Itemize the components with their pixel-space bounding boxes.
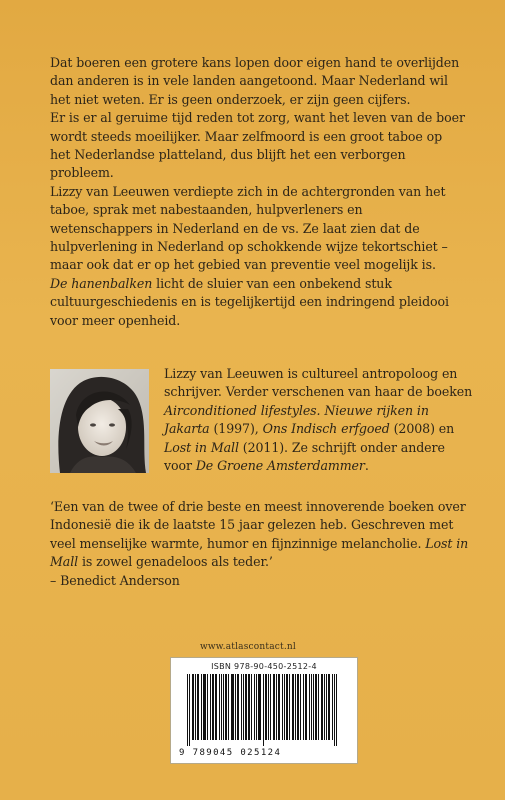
barcode-bar bbox=[311, 674, 312, 740]
barcode-bar bbox=[321, 674, 322, 740]
author-bio-text bbox=[164, 365, 474, 475]
barcode-bar bbox=[254, 674, 255, 740]
quote-book-title: Lost in Mall bbox=[50, 535, 469, 570]
author-photo bbox=[50, 369, 149, 473]
bio-text-4: (2011). Ze schrijft onder andere voor bbox=[164, 439, 445, 474]
barcode-bar bbox=[235, 674, 236, 740]
barcode-bar bbox=[316, 674, 317, 740]
barcode-bar bbox=[265, 674, 266, 740]
barcode-bar bbox=[286, 674, 287, 740]
barcode-bar bbox=[232, 674, 233, 740]
bio-text-1: Lizzy van Leeuwen is cultureel antropoloog en schrijver. Verder verschenen van haar de boeken bbox=[164, 366, 473, 400]
barcode-bar bbox=[245, 674, 246, 740]
bio-book-3: Lost in Mall bbox=[164, 439, 239, 455]
barcode-bar bbox=[205, 674, 206, 740]
barcode-bar bbox=[203, 674, 204, 740]
barcode-bar bbox=[216, 674, 217, 740]
barcode-bar bbox=[189, 674, 190, 746]
bio-magazine: De Groene Amsterdammer bbox=[195, 458, 365, 474]
barcode-bar bbox=[313, 674, 314, 740]
barcode-bar bbox=[334, 674, 335, 746]
barcode-bar bbox=[248, 674, 249, 740]
barcode-bar bbox=[263, 674, 264, 746]
barcode-bar bbox=[278, 674, 279, 740]
barcode-bar bbox=[295, 674, 296, 740]
barcode-bar bbox=[197, 674, 198, 740]
barcode-bar bbox=[315, 674, 316, 740]
barcode-bar bbox=[293, 674, 294, 740]
barcode-bar bbox=[329, 674, 330, 740]
barcode-bar bbox=[309, 674, 310, 740]
barcode-bar bbox=[201, 674, 202, 740]
bio-text-5: . bbox=[364, 458, 369, 474]
ean-digits: 9 789045 025124 bbox=[179, 748, 282, 758]
barcode-bar bbox=[204, 674, 205, 740]
barcode-bar bbox=[219, 674, 220, 740]
bio-book-1: Airconditioned lifestyles. Nieuwe rijken in Jakarta bbox=[164, 402, 429, 437]
quote-text-1: ‘Een van de twee of drie beste en meest innoverende boeken over Indonesië die ik de laatste 15 jaar gelezen heb. Geschreven met veel menselijke warmte, humor en fijnzinnige melancholie. bbox=[50, 499, 466, 551]
barcode-bar bbox=[303, 674, 304, 740]
barcode-bar bbox=[328, 674, 329, 740]
barcode-bar bbox=[279, 674, 280, 740]
barcode-bar bbox=[215, 674, 216, 740]
publisher-website: www.atlascontact.nl bbox=[200, 642, 296, 652]
isbn-label: ISBN 978-90-450-2512-4 bbox=[211, 662, 317, 671]
barcode-bar bbox=[251, 674, 252, 740]
barcode-bar bbox=[298, 674, 299, 740]
barcode-bar bbox=[228, 674, 229, 740]
barcode-bar bbox=[260, 674, 261, 740]
barcode-bar bbox=[193, 674, 194, 740]
barcode-bars bbox=[187, 674, 341, 746]
barcode-bar bbox=[282, 674, 283, 740]
barcode-bar bbox=[241, 674, 242, 740]
barcode-bar bbox=[306, 674, 307, 740]
bio-text-2: (1997), bbox=[209, 421, 263, 437]
barcode-bar bbox=[225, 674, 226, 740]
barcode-bar bbox=[305, 674, 306, 740]
barcode-bar bbox=[289, 674, 290, 740]
quote-attribution: – Benedict Anderson bbox=[50, 572, 180, 588]
blurb-paragraph-4 bbox=[50, 275, 465, 330]
barcode-bar bbox=[270, 674, 271, 740]
barcode-bar bbox=[223, 674, 224, 740]
barcode-bar bbox=[259, 674, 260, 740]
barcode-bar bbox=[318, 674, 319, 740]
barcode-bar bbox=[324, 674, 325, 740]
barcode-bar bbox=[231, 674, 232, 740]
blurb-paragraph-3: Lizzy van Leeuwen verdiepte zich in de achtergronden van het taboe, sprak met nabestaanden, hulpverleners en wetenschappers in Nederland en de vs. Ze laat zien dat de hulpverlening in Nederland op schokkende wijze tekortschiet – maar ook dat er op het gebied van preventie veel mogelijk is. bbox=[50, 183, 448, 273]
author-bio bbox=[164, 365, 474, 475]
barcode-bar bbox=[246, 674, 247, 740]
quote-text bbox=[50, 498, 470, 572]
barcode-bar bbox=[238, 674, 239, 740]
barcode-bar bbox=[322, 674, 323, 740]
barcode-bar bbox=[258, 674, 259, 740]
barcode-bar bbox=[221, 674, 222, 740]
barcode-bar bbox=[212, 674, 213, 740]
blurb-paragraph-4-text: licht de sluier van een onbekend stuk cultuurgeschiedenis en is tegelijkertijd een indringend pleidooi voor meer openheid. bbox=[50, 275, 449, 328]
barcode-bar bbox=[266, 674, 267, 740]
barcode-bar bbox=[274, 674, 275, 740]
isbn-barcode bbox=[170, 657, 358, 764]
barcode-bar bbox=[276, 674, 277, 740]
barcode-bar bbox=[195, 674, 196, 740]
bio-text-3: (2008) en bbox=[389, 421, 455, 437]
barcode-bar bbox=[300, 674, 301, 740]
barcode-bar bbox=[213, 674, 214, 740]
barcode-bar bbox=[233, 674, 234, 740]
barcode-bar bbox=[292, 674, 293, 740]
quote-text-2: is zowel genadeloos als teder.’ bbox=[78, 554, 273, 570]
barcode-bar bbox=[226, 674, 227, 740]
review-quote bbox=[50, 498, 470, 590]
book-title: De hanenbalken bbox=[50, 275, 153, 291]
blurb-paragraph-1: Dat boeren een grotere kans lopen door eigen hand te overlijden dan anderen is in vele landen aangetoond. Maar Nederland wil het niet weten. Er is geen onderzoek, er zijn geen cijfers. bbox=[50, 55, 460, 107]
barcode-bar bbox=[332, 674, 333, 740]
bio-book-2: Ons Indisch erfgoed bbox=[262, 421, 390, 437]
barcode-bar bbox=[256, 674, 257, 740]
barcode-bar bbox=[210, 674, 211, 740]
barcode-bar bbox=[187, 674, 188, 746]
barcode-bar bbox=[287, 674, 288, 740]
barcode-bar bbox=[273, 674, 274, 740]
barcode-bar bbox=[207, 674, 208, 740]
barcode-bar bbox=[192, 674, 193, 740]
barcode-bar bbox=[326, 674, 327, 740]
blurb bbox=[50, 54, 465, 330]
barcode-bar bbox=[268, 674, 269, 740]
barcode-bar bbox=[198, 674, 199, 740]
barcode-bar bbox=[336, 674, 337, 746]
barcode-bar bbox=[243, 674, 244, 740]
barcode-bar bbox=[237, 674, 238, 740]
barcode-bar bbox=[249, 674, 250, 740]
blurb-paragraph-2: Er is er al geruime tijd reden tot zorg, want het leven van de boer wordt steeds moeilijker. Maar zelfmoord is een groot taboe op het Nederlandse platteland, dus blijft het een verborgen probleem. bbox=[50, 110, 465, 181]
barcode-bar bbox=[297, 674, 298, 740]
barcode-bar bbox=[284, 674, 285, 740]
